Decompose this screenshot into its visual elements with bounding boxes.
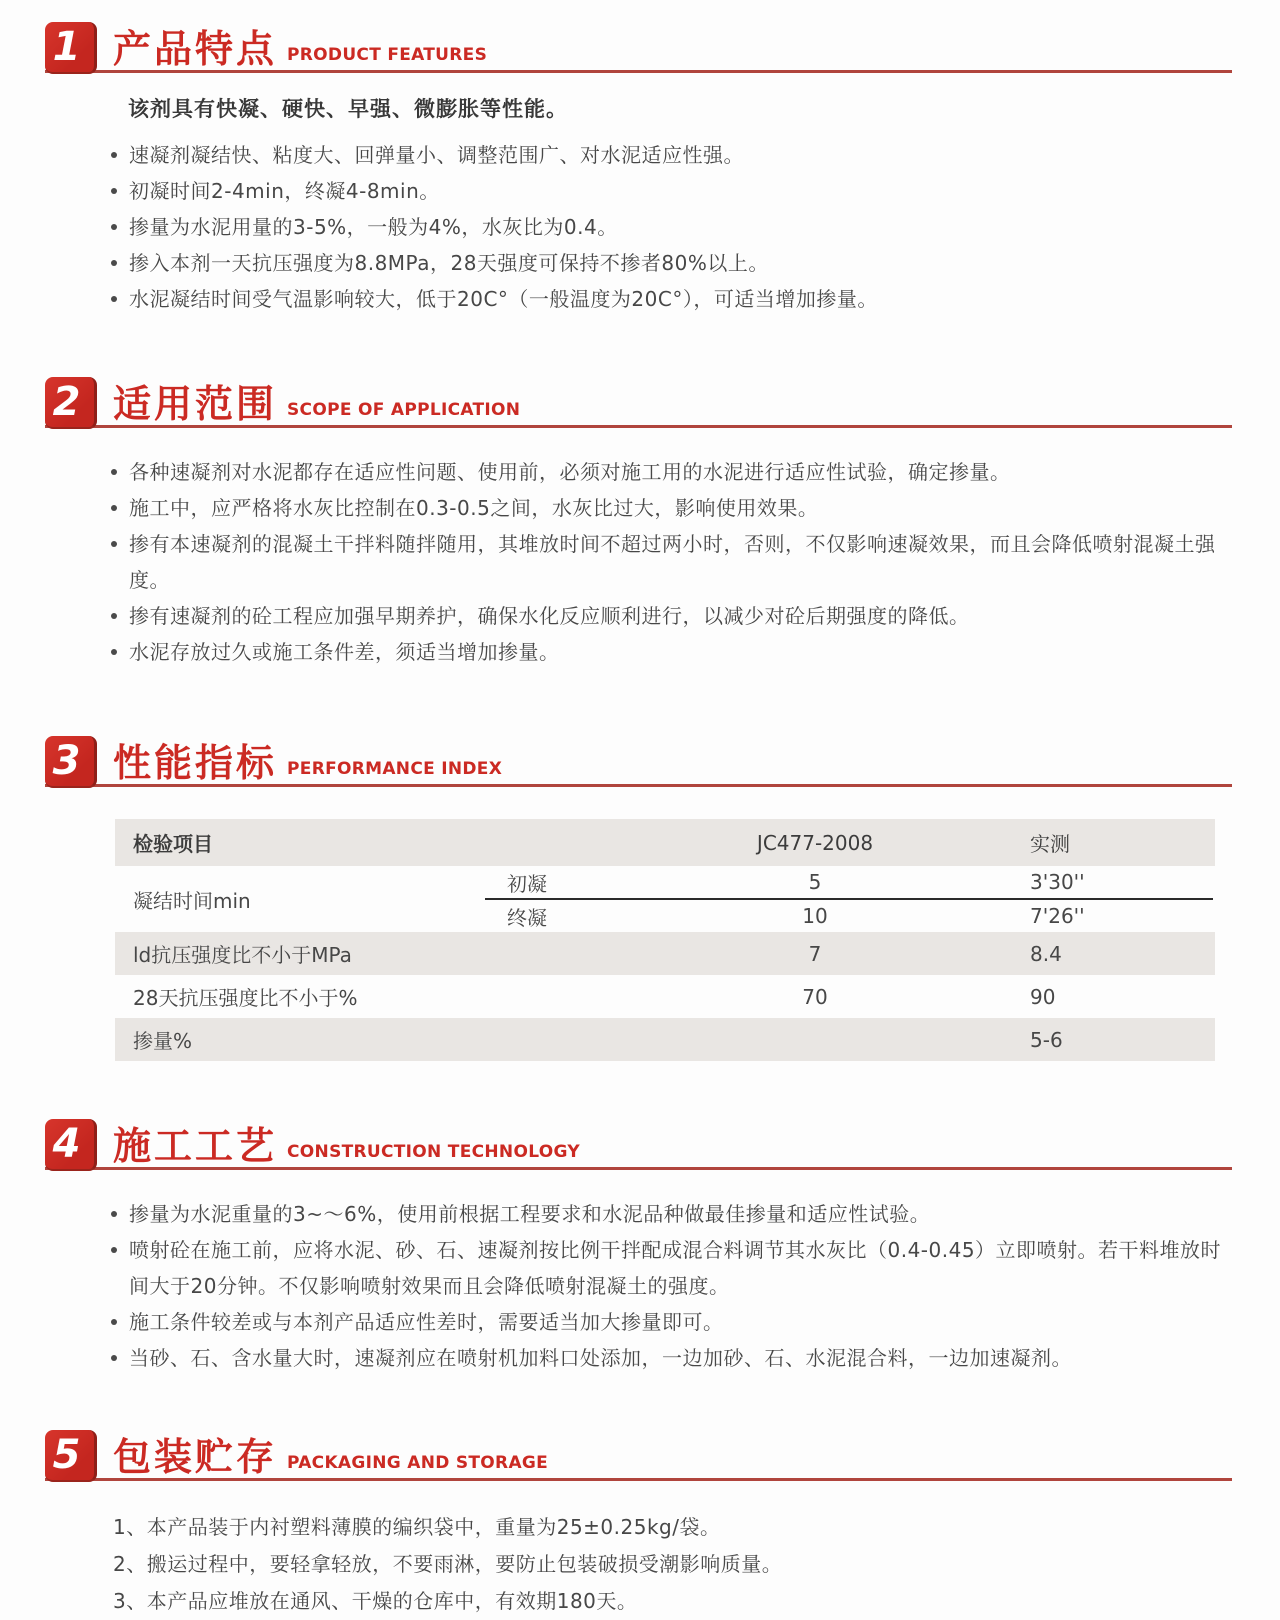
section-product-features	[0, 0, 1280, 317]
section-title-en: PERFORMANCE INDEX	[287, 759, 503, 779]
section-title-zh: 施工工艺	[113, 1124, 278, 1168]
table-cell: 3'30''	[1030, 870, 1085, 894]
table-row	[115, 1018, 1215, 1061]
table-subrows	[485, 866, 1215, 932]
section-header	[45, 18, 1232, 73]
bullet-dot-icon	[111, 613, 117, 619]
bullet-dot-icon	[111, 296, 117, 302]
section-number-badge: 3	[45, 736, 97, 788]
table-cell: 终凝	[507, 905, 547, 930]
table-cell: ld抗压强度比不小于MPa	[133, 943, 352, 967]
performance-table	[115, 819, 1215, 1061]
bullet-text: 掺入本剂一天抗压强度为8.8MPa，28天强度可保持不掺者80%以上。	[129, 251, 769, 275]
section-header	[45, 1115, 1232, 1170]
bullet-item	[111, 1340, 1232, 1376]
table-header-cell: JC477-2008	[756, 830, 874, 855]
table-cell: 8.4	[1030, 941, 1062, 966]
section-title-zh: 适用范围	[113, 382, 278, 426]
section-title-en: SCOPE OF APPLICATION	[287, 400, 521, 420]
section-performance-index	[0, 732, 1280, 1061]
section-header	[45, 1426, 1232, 1481]
table-header-cell: 实测	[1030, 832, 1070, 856]
bullet-item	[111, 209, 1232, 245]
table-header-row	[115, 819, 1215, 866]
bullet-item	[111, 1196, 1232, 1232]
section-number-badge: 1	[45, 22, 97, 74]
bullet-item	[111, 281, 1232, 317]
section-title-zh: 性能指标	[113, 741, 278, 785]
table-row	[115, 975, 1215, 1018]
numbered-item: 3、本产品应堆放在通风、干燥的仓库中，有效期180天。	[113, 1589, 638, 1613]
bullet-text: 喷射砼在施工前，应将水泥、砂、石、速凝剂按比例干拌配成混合料调节其水灰比（0.4-0.45）立即喷射。若干料堆放时间大于20分钟。不仅影响喷射效果而且会降低喷射混凝土的强度。	[129, 1238, 1222, 1298]
table-subrow-initial-set	[485, 866, 1215, 898]
bullet-item	[111, 1232, 1232, 1304]
bullet-text: 初凝时间2-4min，终凝4-8min。	[129, 179, 440, 203]
table-cell: 掺量%	[133, 1029, 193, 1053]
table-cell: 7	[808, 941, 822, 966]
section-construction-technology	[0, 1115, 1280, 1376]
bullet-dot-icon	[111, 541, 117, 547]
section-header	[45, 732, 1232, 787]
section-number-badge: 4	[45, 1119, 97, 1171]
table-cell: 90	[1030, 984, 1056, 1009]
bullet-dot-icon	[111, 188, 117, 194]
section-header	[45, 373, 1232, 428]
table-cell: 70	[802, 984, 828, 1009]
numbered-list	[113, 1509, 1232, 1620]
bullet-item	[111, 490, 1232, 526]
bullet-text: 掺有速凝剂的砼工程应加强早期养护，确保水化反应顺利进行，以减少对砼后期强度的降低。	[129, 604, 970, 628]
section-title-zh: 产品特点	[113, 27, 278, 71]
bullet-text: 速凝剂凝结快、粘度大、回弹量小、调整范围广、对水泥适应性强。	[129, 143, 744, 167]
bullet-dot-icon	[111, 224, 117, 230]
table-cell: 28天抗压强度比不小于%	[133, 986, 358, 1010]
bullet-list	[111, 137, 1232, 317]
table-cell: 7'26''	[1030, 904, 1085, 928]
table-subrow-final-set	[485, 900, 1215, 932]
bullet-text: 施工条件较差或与本剂产品适应性差时，需要适当加大掺量即可。	[129, 1310, 724, 1334]
bullet-item	[111, 137, 1232, 173]
bullet-dot-icon	[111, 152, 117, 158]
section-title-en: PRODUCT FEATURES	[287, 45, 488, 65]
bullet-dot-icon	[111, 1319, 117, 1325]
section-packaging-and-storage	[0, 1426, 1280, 1620]
table-header-cell: 检验项目	[133, 832, 213, 856]
bullet-item	[111, 245, 1232, 281]
bullet-dot-icon	[111, 469, 117, 475]
table-cell: 10	[802, 904, 828, 928]
bullet-dot-icon	[111, 260, 117, 266]
bullet-item	[111, 454, 1232, 490]
table-cell: 初凝	[507, 871, 547, 896]
bullet-text: 各种速凝剂对水泥都存在适应性问题、使用前，必须对施工用的水泥进行适应性试验，确定掺量。	[129, 460, 1011, 484]
section-title-zh: 包装贮存	[113, 1435, 278, 1479]
section-title-en: PACKAGING AND STORAGE	[287, 1453, 549, 1473]
table-cell: 凝结时间min	[133, 888, 251, 913]
numbered-item: 1、本产品装于内衬塑料薄膜的编织袋中，重量为25±0.25kg/袋。	[113, 1515, 721, 1539]
section-title-en: CONSTRUCTION TECHNOLOGY	[287, 1142, 580, 1162]
bullet-item	[111, 1304, 1232, 1340]
table-cell	[650, 1018, 980, 1061]
section-number-badge: 5	[45, 1430, 97, 1482]
section-number-badge: 2	[45, 377, 97, 429]
table-row	[115, 932, 1215, 975]
bullet-item	[111, 598, 1232, 634]
bullet-text: 水泥凝结时间受气温影响较大，低于20C°（一般温度为20C°），可适当增加掺量。	[129, 287, 878, 311]
bullet-text: 施工中，应严格将水灰比控制在0.3-0.5之间，水灰比过大，影响使用效果。	[129, 496, 819, 520]
bullet-dot-icon	[111, 649, 117, 655]
bullet-dot-icon	[111, 505, 117, 511]
table-header-cell	[485, 819, 650, 866]
bullet-dot-icon	[111, 1355, 117, 1361]
bullet-dot-icon	[111, 1211, 117, 1217]
bullet-text: 掺量为水泥重量的3~～6%，使用前根据工程要求和水泥品种做最佳掺量和适应性试验。	[129, 1202, 931, 1226]
bullet-text: 掺有本速凝剂的混凝土干拌料随拌随用，其堆放时间不超过两小时，否则，不仅影响速凝效果，而且会降低喷射混凝土强度。	[129, 532, 1216, 592]
bullet-item	[111, 526, 1232, 598]
bullet-text: 当砂、石、含水量大时，速凝剂应在喷射机加料口处添加，一边加砂、石、水泥混合料，一边加速凝剂。	[129, 1346, 1072, 1370]
section-scope-of-application	[0, 373, 1280, 670]
section-intro: 该剂具有快凝、硬快、早强、微膨胀等性能。	[128, 97, 568, 121]
bullet-item	[111, 173, 1232, 209]
bullet-list	[111, 1196, 1232, 1376]
bullet-item	[111, 634, 1232, 670]
bullet-list	[111, 454, 1232, 670]
numbered-item: 2、搬运过程中，要轻拿轻放，不要雨淋，要防止包装破损受潮影响质量。	[113, 1552, 783, 1576]
table-cell: 5-6	[1030, 1027, 1063, 1052]
table-cell: 5	[808, 870, 822, 894]
bullet-text: 掺量为水泥用量的3-5%，一般为4%，水灰比为0.4。	[129, 215, 618, 239]
table-row-setting-time	[115, 866, 1215, 932]
bullet-text: 水泥存放过久或施工条件差，须适当增加掺量。	[129, 640, 560, 664]
bullet-dot-icon	[111, 1247, 117, 1253]
